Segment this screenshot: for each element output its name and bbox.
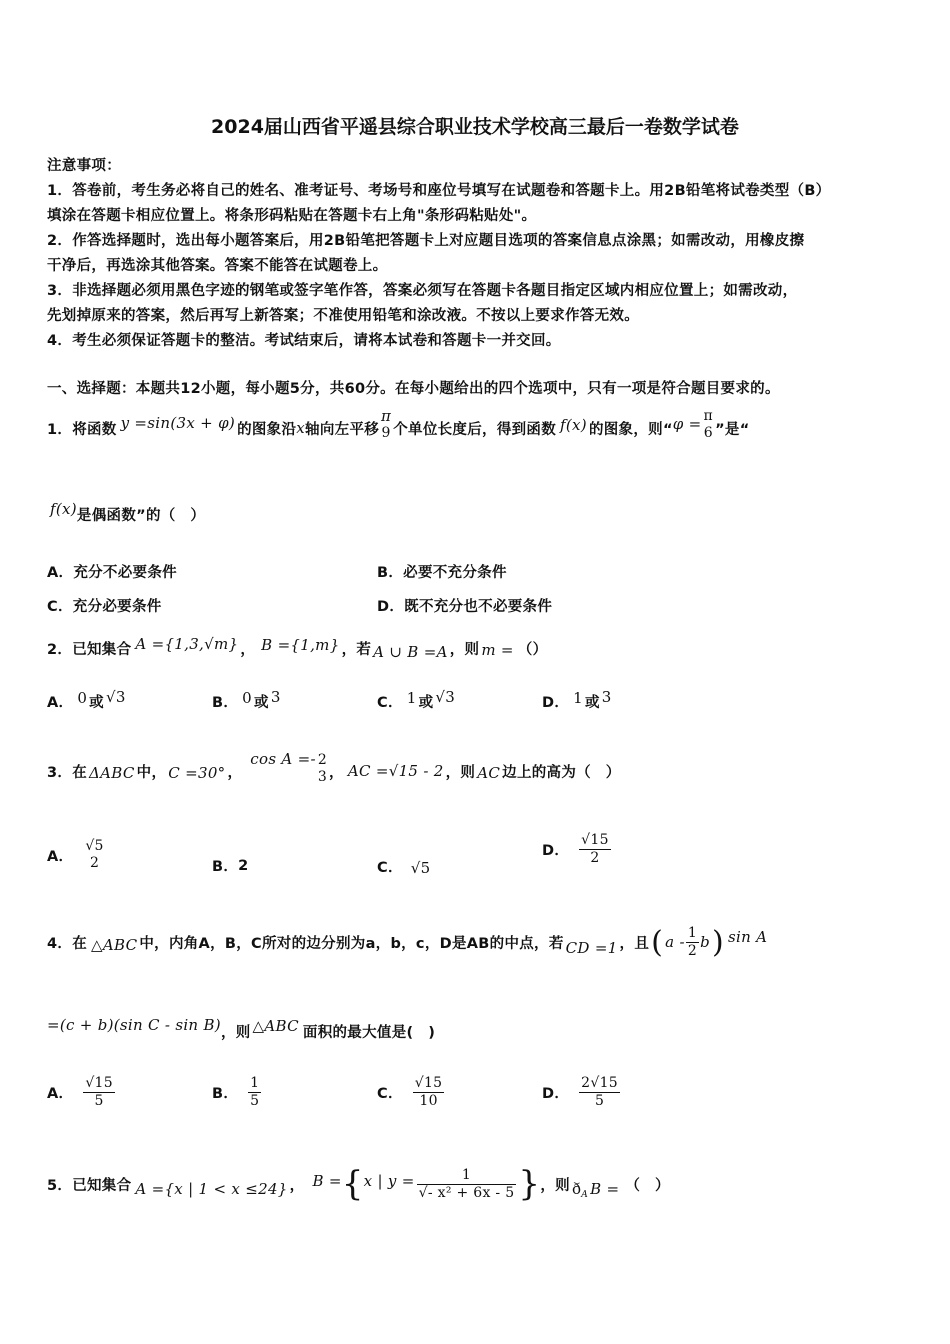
q3-text: 中， bbox=[136, 764, 167, 781]
option-num: 2√15 bbox=[581, 1075, 618, 1091]
option-value: √3 bbox=[435, 688, 456, 706]
q2-text: ，则 bbox=[449, 641, 480, 658]
section-heading: 一、选择题：本题共12小题，每小题5分，共60分。在每小题给出的四个选项中，只有一项是符合题目要求的。 bbox=[47, 381, 780, 397]
q2-m: m = bbox=[481, 641, 514, 659]
option-label: A． bbox=[47, 694, 74, 711]
q2-text: （） bbox=[517, 641, 548, 658]
q3-text: ， bbox=[227, 764, 243, 781]
q2-option-d[interactable] bbox=[542, 688, 612, 714]
option-value: √3 bbox=[105, 688, 126, 706]
q5-brace-open: { bbox=[341, 1164, 364, 1204]
q5-num: 1 bbox=[417, 1167, 517, 1185]
q1-shift-num: π bbox=[381, 407, 392, 425]
option-label: D． bbox=[377, 599, 405, 615]
q4-cd: CD =1 bbox=[565, 939, 618, 957]
q1-shift-den: 9 bbox=[381, 425, 391, 441]
option-value: √5 bbox=[410, 859, 431, 877]
option-label: A． bbox=[47, 848, 74, 865]
option-label: C． bbox=[377, 859, 403, 876]
q4-text: 4．在 bbox=[47, 935, 87, 952]
q1-option-a[interactable] bbox=[47, 561, 177, 582]
option-label: C． bbox=[47, 599, 73, 615]
option-label: B． bbox=[212, 1086, 239, 1102]
question-4-cont bbox=[47, 1016, 435, 1046]
q4-option-b[interactable] bbox=[212, 1075, 261, 1110]
notice-line: 填涂在答题卡相应位置上。将条形码粘贴在答题卡右上角"条形码粘贴处"。 bbox=[47, 208, 537, 224]
q4-triangle: △ABC bbox=[252, 1017, 299, 1035]
option-den: 2 bbox=[590, 850, 600, 866]
q4-text: ，且 bbox=[619, 935, 650, 952]
q4-paren-close: ) bbox=[711, 924, 724, 960]
option-num: √15 bbox=[414, 1075, 443, 1091]
q5-text: ，则 bbox=[540, 1177, 570, 1194]
q1-text: 1．将函数 bbox=[47, 421, 117, 438]
q2-set-b: B ={1,m} bbox=[261, 636, 340, 654]
q4-option-a[interactable] bbox=[47, 1075, 115, 1110]
q1-text: 是偶函数”的（ ） bbox=[76, 507, 206, 524]
option-label: D． bbox=[542, 694, 570, 711]
q1-text: 个单位长度后，得到函数 bbox=[393, 421, 557, 438]
option-num: √15 bbox=[581, 832, 609, 848]
option-text: 充分必要条件 bbox=[72, 599, 162, 615]
notice-line: 干净后，再选涂其他答案。答案不能答在试题卷上。 bbox=[47, 258, 388, 274]
q2-text: ，若 bbox=[341, 641, 372, 658]
option-value: 1 bbox=[573, 689, 583, 707]
question-1 bbox=[47, 403, 750, 453]
q1-text: 的图象，则“ bbox=[588, 421, 673, 438]
option-fraction bbox=[83, 1075, 115, 1110]
q5-complement-sub: A bbox=[581, 1190, 589, 1200]
q3-ac: AC bbox=[477, 764, 501, 782]
q1-phi: φ = bbox=[672, 415, 702, 433]
question-1-cont bbox=[50, 500, 205, 528]
q1-function: y =sin(3x + φ) bbox=[120, 414, 236, 432]
q4-half-den: 2 bbox=[687, 942, 698, 959]
q2-set-a: A ={1,3,√m} bbox=[135, 635, 239, 653]
q5-den: √- x² + 6x - 5 bbox=[418, 1184, 515, 1201]
q1-shift-fraction bbox=[379, 408, 393, 442]
q1-phi-fraction bbox=[702, 408, 716, 442]
q5-text: ， bbox=[289, 1177, 305, 1194]
question-3 bbox=[47, 742, 621, 800]
question-4 bbox=[47, 918, 767, 966]
option-text: 或 bbox=[418, 694, 434, 711]
q3-option-c[interactable] bbox=[377, 855, 430, 877]
q1-x: x bbox=[296, 419, 306, 437]
q4-option-d[interactable] bbox=[542, 1075, 620, 1110]
q1-option-b[interactable] bbox=[377, 561, 507, 582]
notice-line: 4．考生必须保证答题卡的整洁。考试结束后，请将本试卷和答题卡一并交回。 bbox=[47, 333, 561, 349]
option-num: √15 bbox=[85, 1075, 113, 1091]
option-label: D． bbox=[542, 1086, 570, 1102]
option-value: 2 bbox=[238, 857, 249, 874]
q2-option-b[interactable] bbox=[212, 688, 281, 714]
option-den: 5 bbox=[94, 1093, 104, 1109]
q3-cos-fraction bbox=[316, 752, 329, 786]
option-fraction bbox=[248, 1075, 261, 1110]
notice-line: 先划掉原来的答案，然后再写上新答案；不准使用铅笔和涂改液。不按以上要求作答无效。 bbox=[47, 308, 639, 324]
q1-option-c[interactable] bbox=[47, 595, 162, 616]
option-value: 0 bbox=[77, 689, 88, 707]
q3-text: ，则 bbox=[445, 764, 476, 781]
option-num: √5 bbox=[85, 838, 104, 854]
option-label: C． bbox=[377, 694, 403, 711]
q5-text: 5．已知集合 bbox=[47, 1177, 132, 1194]
q4-option-c[interactable] bbox=[377, 1075, 444, 1110]
q5-brace-close: } bbox=[518, 1164, 541, 1204]
option-num: 1 bbox=[250, 1075, 260, 1091]
q4-expr: b bbox=[700, 933, 710, 951]
q3-angle: C =30° bbox=[168, 764, 226, 782]
option-text: 必要不充分条件 bbox=[403, 565, 507, 581]
notice-line: 3．非选择题必须用黑色字迹的钢笔或签字笔作答，答案必须写在答题卡各题目指定区域内相应位置上；如需改动， bbox=[47, 283, 798, 299]
q5-complement: ð bbox=[571, 1180, 582, 1198]
option-fraction bbox=[413, 1075, 445, 1110]
q5-complement-b: B = bbox=[590, 1180, 620, 1198]
option-fraction bbox=[83, 838, 105, 872]
option-value: 3 bbox=[270, 688, 281, 706]
q5-set-b: x | y = bbox=[363, 1172, 415, 1190]
page-title: 2024届山西省平遥县综合职业技术学校高三最后一卷数学试卷 bbox=[211, 116, 739, 138]
q1-fx: f(x) bbox=[560, 416, 587, 434]
option-label: B． bbox=[212, 694, 239, 711]
option-den: 2 bbox=[89, 855, 100, 871]
q3-text: 3．在 bbox=[47, 764, 87, 781]
q3-option-a[interactable] bbox=[47, 838, 106, 872]
option-text: 或 bbox=[254, 694, 269, 711]
q4-half-fraction bbox=[686, 925, 699, 960]
option-label: A． bbox=[47, 1086, 74, 1102]
q3-option-b[interactable] bbox=[212, 855, 249, 876]
q4-half-num: 1 bbox=[687, 924, 698, 941]
option-label: B． bbox=[377, 565, 404, 581]
option-value: 3 bbox=[601, 688, 612, 706]
option-label: C． bbox=[377, 1086, 403, 1102]
q4-paren-open: ( bbox=[651, 924, 664, 960]
option-text: 或 bbox=[584, 694, 600, 711]
q5-fraction bbox=[417, 1167, 517, 1202]
option-den: 5 bbox=[594, 1093, 605, 1109]
q2-condition: A ∪ B =A bbox=[373, 643, 448, 661]
q1-phi-den: 6 bbox=[703, 425, 713, 441]
option-text: 充分不必要条件 bbox=[73, 565, 177, 581]
q4-text: 面积的最大值是( ) bbox=[302, 1024, 436, 1041]
q1-text: 的图象沿 bbox=[237, 421, 297, 438]
q4-expr: =(c + b)(sin C - sin B) bbox=[47, 1016, 221, 1034]
q3-option-d[interactable] bbox=[542, 832, 611, 867]
q2-text: 2．已知集合 bbox=[47, 641, 132, 658]
q1-fx: f(x) bbox=[50, 500, 77, 518]
question-2 bbox=[47, 630, 547, 666]
option-label: B． bbox=[212, 859, 239, 875]
q4-text: 中，内角A，B，C所对的边分别为a，b，c，D是AB的中点，若 bbox=[139, 935, 564, 952]
q2-option-a[interactable] bbox=[47, 688, 126, 714]
option-label: A． bbox=[47, 565, 74, 581]
option-text: 既不充分也不必要条件 bbox=[404, 599, 553, 615]
q4-expr: a - bbox=[665, 933, 685, 951]
q4-triangle: △ABC bbox=[91, 936, 138, 954]
q2-option-c[interactable] bbox=[377, 688, 455, 714]
option-label: D． bbox=[542, 843, 570, 859]
q5-set-b: B = bbox=[312, 1172, 342, 1190]
option-value: 0 bbox=[242, 689, 252, 707]
q5-set-a: A ={x | 1 < x ≤24} bbox=[135, 1180, 288, 1198]
q1-text: 轴向左平移 bbox=[305, 421, 380, 438]
option-value: 1 bbox=[406, 689, 417, 707]
option-fraction bbox=[579, 1075, 620, 1110]
q3-cos-den: 3 bbox=[317, 769, 328, 785]
notice-line: 2．作答选择题时，选出每小题答案后，用2B铅笔把答题卡上对应题目选项的答案信息点涂黑；如需改动，用橡皮擦 bbox=[47, 233, 805, 249]
q1-text: ”是“ bbox=[715, 421, 750, 438]
question-5 bbox=[47, 1156, 670, 1212]
q3-cos-num: 2 bbox=[317, 752, 328, 768]
notice-line: 1．答卷前，考生务必将自己的姓名、准考证号、考场号和座位号填写在试题卷和答题卡上。用2B铅笔将试卷类型（B） bbox=[47, 183, 831, 199]
option-den: 5 bbox=[250, 1093, 260, 1109]
q3-cos: cos A =- bbox=[250, 750, 316, 768]
q1-option-d[interactable] bbox=[377, 595, 552, 616]
q4-text: ，则 bbox=[220, 1024, 251, 1041]
q1-phi-num: π bbox=[703, 408, 714, 424]
option-fraction bbox=[579, 832, 611, 867]
q2-text: ， bbox=[240, 641, 256, 658]
q3-triangle: ΔABC bbox=[89, 764, 135, 782]
q3-text: ， bbox=[329, 764, 344, 781]
option-den: 10 bbox=[419, 1093, 438, 1109]
option-text: 或 bbox=[89, 694, 104, 711]
q5-text: （ ） bbox=[625, 1177, 670, 1194]
q4-sin-a: sin A bbox=[728, 928, 768, 946]
q3-text: 边上的高为（ ） bbox=[502, 764, 621, 781]
q3-ac: AC =√15 - 2 bbox=[347, 762, 444, 780]
notice-heading: 注意事项： bbox=[47, 158, 121, 174]
